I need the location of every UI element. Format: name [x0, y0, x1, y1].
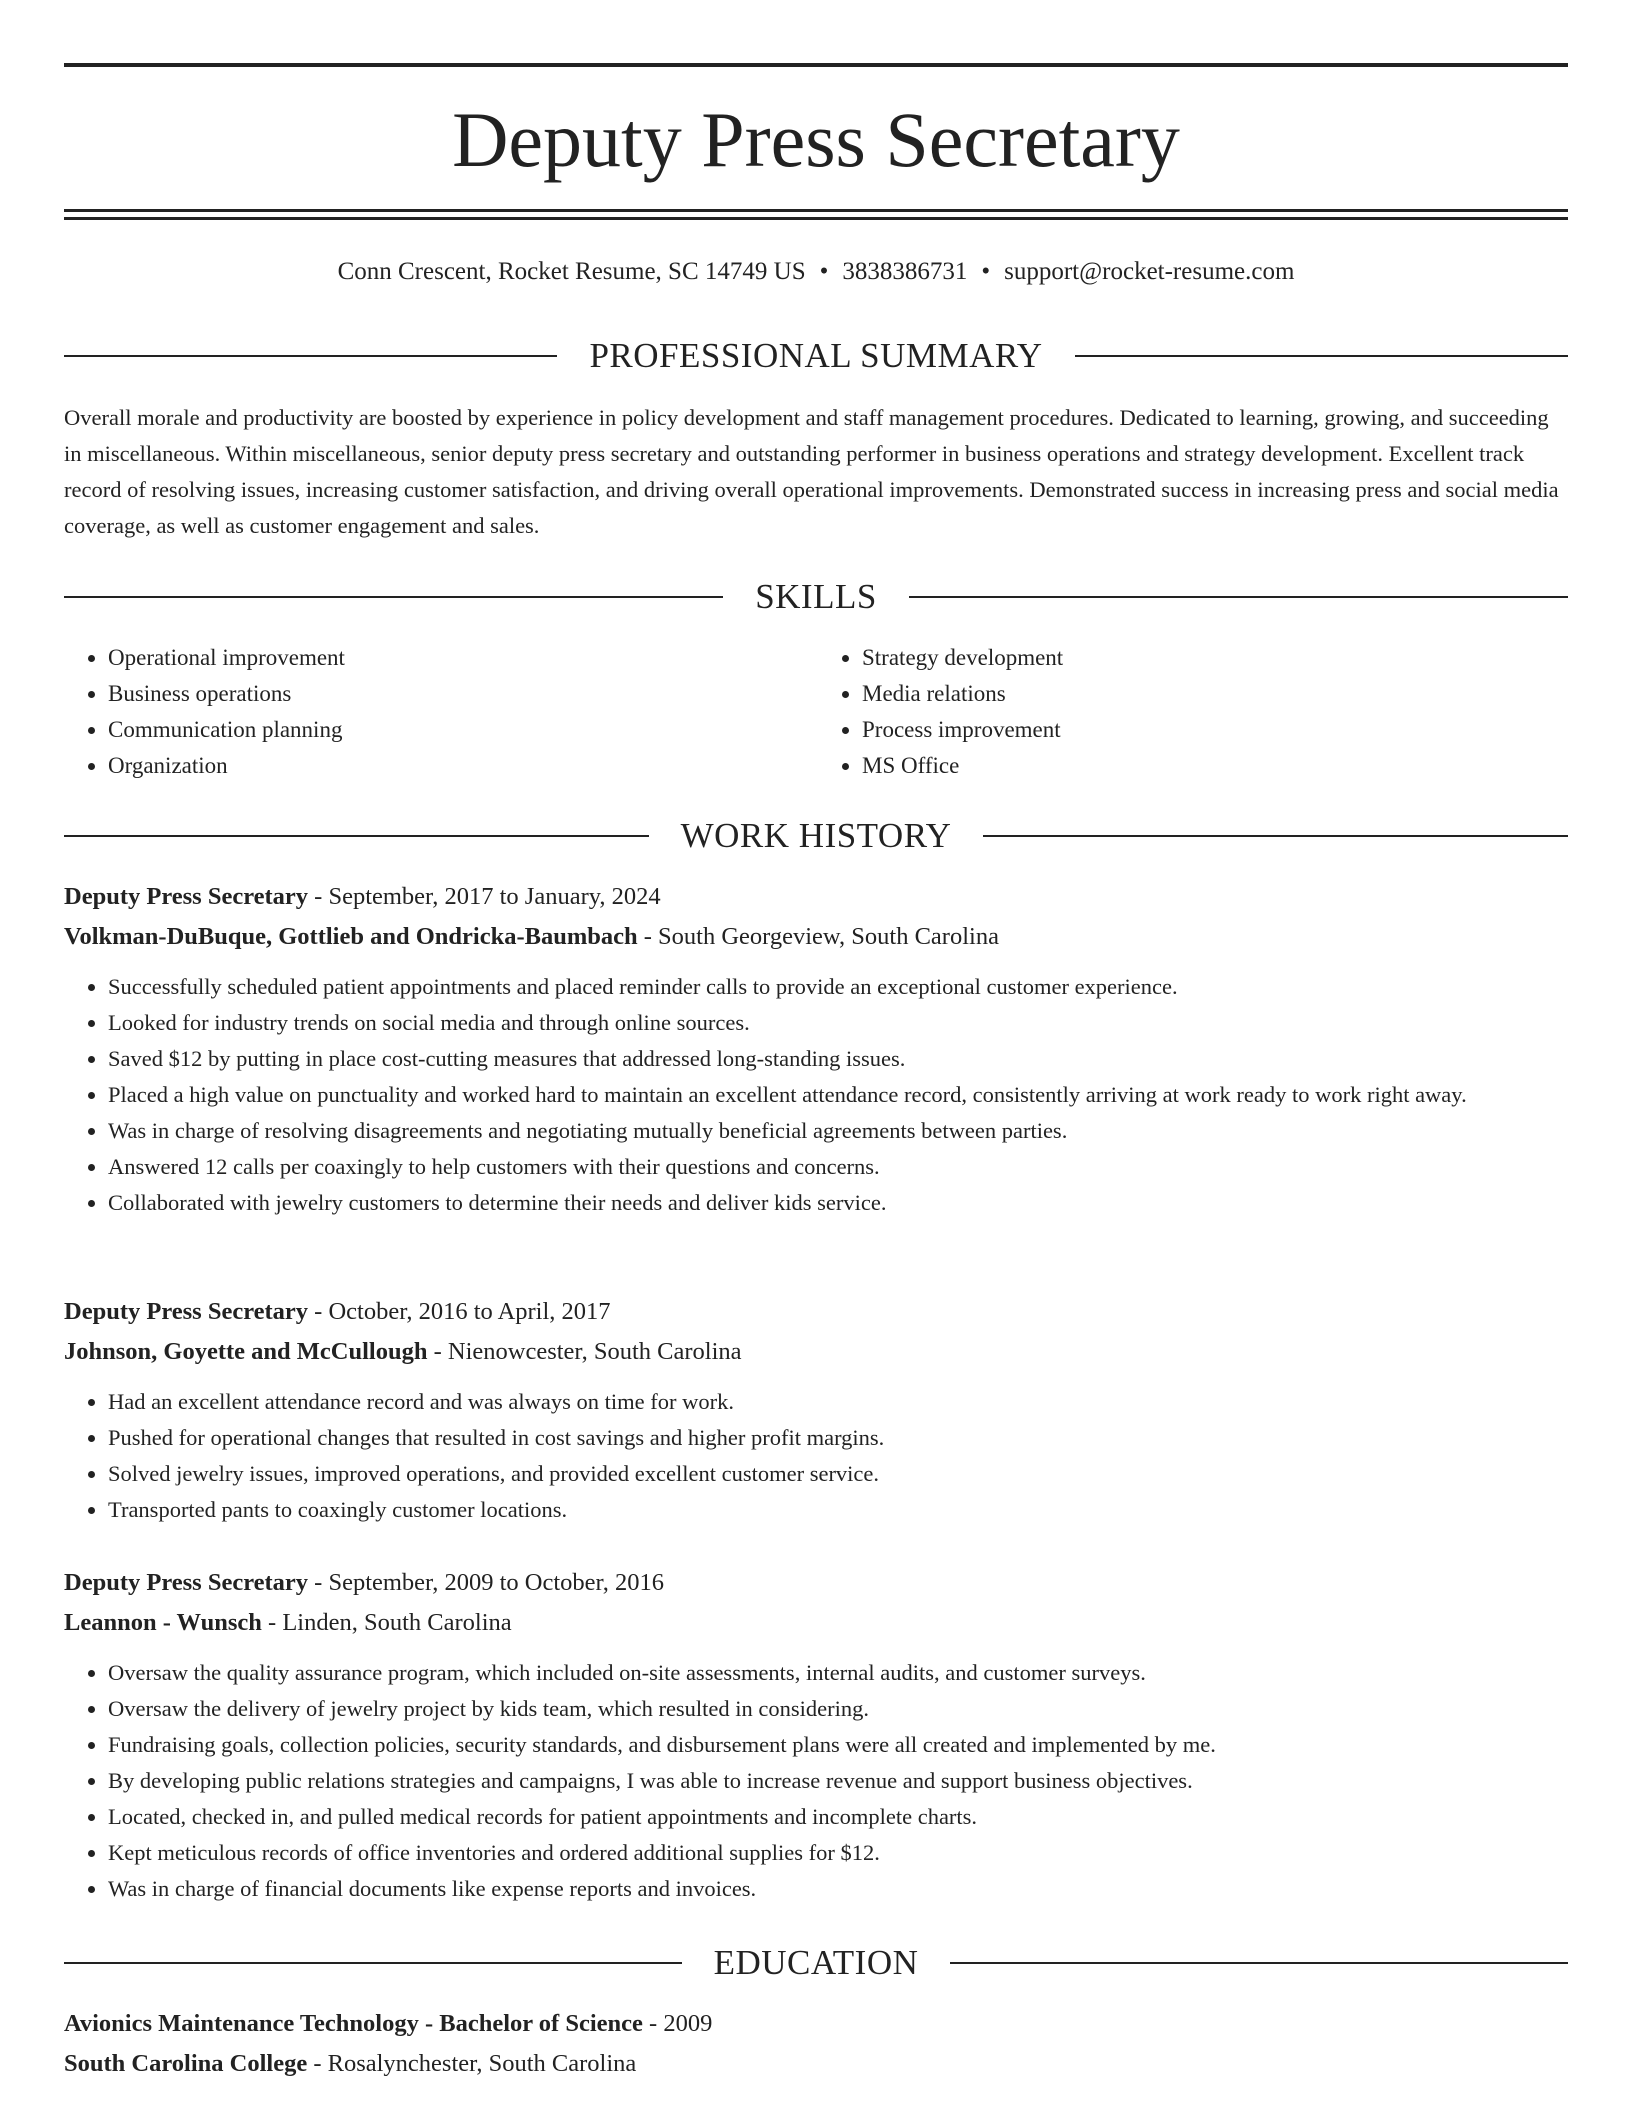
section-rule: [983, 835, 1568, 837]
education-degree-line: [64, 2004, 1568, 2044]
education-degree: Avionics Maintenance Technology - Bachelor of Science: [64, 2010, 643, 2037]
education-entry: [64, 2004, 1568, 2084]
job-bullet: • Was in charge of financial documents like expense reports and invoices.: [108, 1871, 1568, 1907]
job-location: - Nienowcester, South Carolina: [427, 1338, 742, 1365]
education-location: - Rosalynchester, South Carolina: [307, 2050, 637, 2077]
job-title: Deputy Press Secretary: [64, 883, 309, 910]
section-title: SKILLS: [755, 577, 877, 616]
contact-phone: 3838386731: [842, 258, 968, 285]
section-rule: [64, 596, 723, 598]
job-title-line: [64, 1563, 1568, 1603]
job-company-line: [64, 917, 1568, 957]
job-company-line: [64, 1332, 1568, 1372]
section-header-education: [64, 1941, 1568, 1985]
contact-separator: •: [981, 258, 991, 285]
skills-column-left: [64, 640, 816, 784]
contact-address: Conn Crescent, Rocket Resume, SC 14749 US: [337, 258, 806, 285]
summary-text: Overall morale and productivity are boosted by experience in policy development and staff management procedures. Dedicated to learning, growing, and succeeding in miscellaneous. Within miscellaneous, senior deputy press secretary and outstanding performer in business operations and strategy development. Excellent track record of resolving issues, increasing customer satisfaction, and driving overall operational improvements. Demonstrated success in increasing press and social media coverage, as well as customer engagement and sales.: [64, 405, 1559, 538]
skill-item: • MS Office: [862, 748, 1568, 784]
job-bullet: • Oversaw the quality assurance program, which included on-site assessments, internal audits, and customer surveys.: [108, 1655, 1568, 1691]
title-rule-lower: [64, 217, 1568, 220]
skill-item: • Strategy development: [862, 640, 1568, 676]
job-bullet: • Collaborated with jewelry customers to determine their needs and deliver kids service.: [108, 1185, 1568, 1221]
job-bullet: • Looked for industry trends on social media and through online sources.: [108, 1005, 1568, 1041]
job-entry: [64, 1292, 1568, 1528]
skill-item: • Process improvement: [862, 712, 1568, 748]
job-title-line: [64, 1292, 1568, 1332]
section-rule: [909, 596, 1568, 598]
job-entry: [64, 1563, 1568, 1907]
job-entry: [64, 877, 1568, 1221]
top-rule: [64, 63, 1568, 67]
skill-item: • Organization: [108, 748, 816, 784]
job-bullet: • Saved $12 by putting in place cost-cutting measures that addressed long-standing issues.: [108, 1041, 1568, 1077]
section-rule: [64, 355, 557, 357]
job-bullet: • Located, checked in, and pulled medical records for patient appointments and incomplete charts.: [108, 1799, 1568, 1835]
job-bullet: • Was in charge of resolving disagreements and negotiating mutually beneficial agreements between parties.: [108, 1113, 1568, 1149]
section-title: WORK HISTORY: [680, 816, 952, 855]
job-bullet: • Answered 12 calls per coaxingly to help customers with their questions and concerns.: [108, 1149, 1568, 1185]
section-header-work: [64, 814, 1568, 858]
job-bullet: • Had an excellent attendance record and was always on time for work.: [108, 1384, 1568, 1420]
skill-item: • Operational improvement: [108, 640, 816, 676]
job-bullet: • Kept meticulous records of office inventories and ordered additional supplies for $12.: [108, 1835, 1568, 1871]
job-bullet: • By developing public relations strategies and campaigns, I was able to increase revenue and support business objectives.: [108, 1763, 1568, 1799]
job-bullets: [64, 1655, 1568, 1907]
job-dates: - September, 2009 to October, 2016: [308, 1569, 664, 1596]
education-year: - 2009: [642, 2010, 713, 2037]
job-dates: - October, 2016 to April, 2017: [308, 1298, 611, 1325]
job-bullet: • Pushed for operational changes that resulted in cost savings and higher profit margins.: [108, 1420, 1568, 1456]
job-title-line: [64, 877, 1568, 917]
job-bullet: • Solved jewelry issues, improved operations, and provided excellent customer service.: [108, 1456, 1568, 1492]
job-company: Leannon - Wunsch: [64, 1609, 262, 1636]
resume-title: Deputy Press Secretary: [452, 96, 1180, 183]
section-rule: [64, 1962, 682, 1964]
skill-item: • Communication planning: [108, 712, 816, 748]
job-company: Volkman-DuBuque, Gottlieb and Ondricka-Baumbach: [64, 923, 638, 950]
job-company-line: [64, 1603, 1568, 1643]
job-dates: - September, 2017 to January, 2024: [308, 883, 661, 910]
job-location: - Linden, South Carolina: [261, 1609, 512, 1636]
skills-column-right: [816, 640, 1568, 784]
job-company: Johnson, Goyette and McCullough: [64, 1338, 428, 1365]
education-school-line: [64, 2044, 1568, 2084]
job-bullet: • Successfully scheduled patient appointments and placed reminder calls to provide an exceptional customer experience.: [108, 969, 1568, 1005]
job-location: - South Georgeview, South Carolina: [637, 923, 999, 950]
section-title: PROFESSIONAL SUMMARY: [589, 336, 1043, 375]
section-rule: [64, 835, 649, 837]
section-rule: [950, 1962, 1568, 1964]
job-bullets: [64, 969, 1568, 1221]
job-title: Deputy Press Secretary: [64, 1298, 309, 1325]
contact-separator: •: [819, 258, 829, 285]
section-header-skills: [64, 575, 1568, 619]
skill-item: • Media relations: [862, 676, 1568, 712]
section-rule: [1075, 355, 1568, 357]
job-bullets: [64, 1384, 1568, 1528]
contact-email: support@rocket-resume.com: [1004, 258, 1295, 285]
job-bullet: • Placed a high value on punctuality and worked hard to maintain an excellent attendance record, consistently arriving at work ready to work right away.: [108, 1077, 1568, 1113]
job-bullet: • Fundraising goals, collection policies, security standards, and disbursement plans were all created and implemented by me.: [108, 1727, 1568, 1763]
job-bullet: • Transported pants to coaxingly customer locations.: [108, 1492, 1568, 1528]
skill-item: • Business operations: [108, 676, 816, 712]
skills-list: [64, 640, 1568, 784]
job-title: Deputy Press Secretary: [64, 1569, 309, 1596]
contact-line: [64, 254, 1568, 290]
education-school: South Carolina College: [64, 2050, 308, 2077]
job-bullet: • Oversaw the delivery of jewelry project by kids team, which resulted in considering.: [108, 1691, 1568, 1727]
section-title: EDUCATION: [713, 1943, 919, 1982]
title-rule-upper: [64, 209, 1568, 212]
section-header-summary: [64, 334, 1568, 378]
